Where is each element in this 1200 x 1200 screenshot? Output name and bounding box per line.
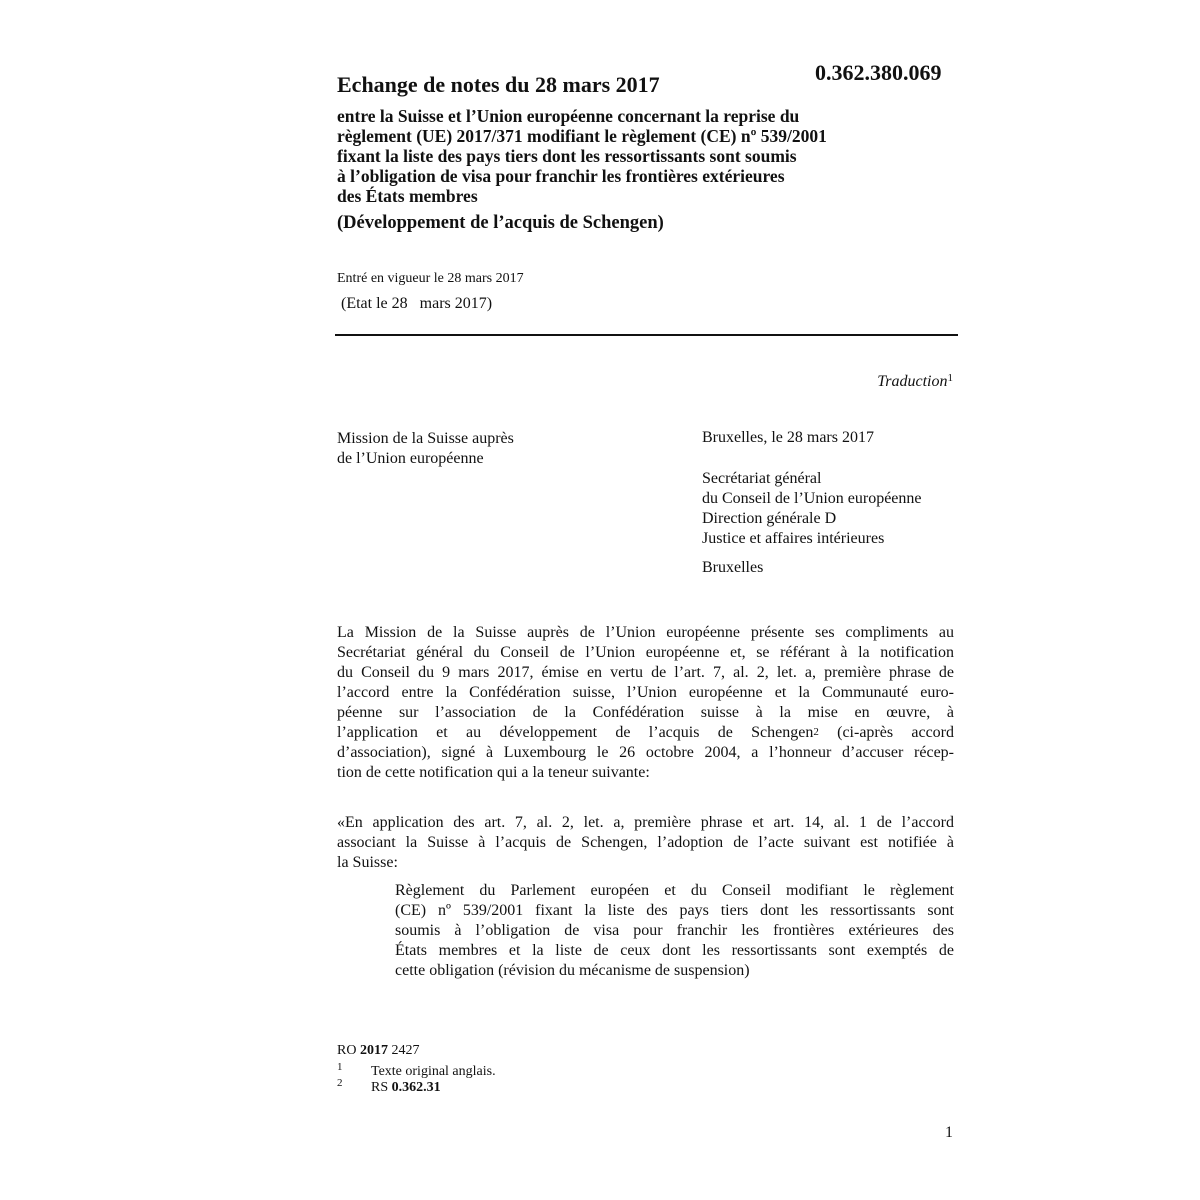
paragraph-line: [337, 723, 954, 743]
paragraph-line: «En application des art. 7, al. 2, let. a, première phrase et art. 14, al. 1 de l’accord: [337, 814, 954, 831]
paragraph-line: La Mission de la Suisse auprès de l’Union européenne présente ses compliments au: [337, 624, 954, 641]
entry-into-force: Entré en vigueur le 28 mars 2017: [337, 271, 524, 286]
footnote-2: [337, 1077, 637, 1098]
document-title: Echange de notes du 28 mars 2017: [337, 72, 660, 97]
sender-line: de l’Union européenne: [337, 450, 484, 467]
subtitle-line: fixant la liste des pays tiers dont les ressortissants sont soumis: [337, 146, 797, 166]
footnote-text: Texte original anglais.: [371, 1064, 496, 1079]
paragraph-line: tion de cette notification qui a la teneur suivante:: [337, 764, 650, 781]
footnote-text: [371, 1080, 441, 1096]
paragraph-line: péenne sur l’association de la Confédération suisse à la mise en œuvre, à: [337, 704, 954, 721]
paragraph-line: soumis à l’obligation de visa pour franchir les frontières extérieures des: [395, 922, 954, 939]
paragraph-line: du Conseil du 9 mars 2017, émise en vertu de l’art. 7, al. 2, let. a, première phrase de: [337, 664, 954, 681]
header-divider: [335, 334, 958, 336]
ro-reference: [337, 1043, 419, 1059]
subtitle-line: à l’obligation de visa pour franchir les frontières extérieures: [337, 166, 785, 186]
recipient-line: Secrétariat général: [702, 470, 822, 487]
paragraph-line: Secrétariat général du Conseil de l’Union européenne et, se référant à la notification: [337, 644, 954, 661]
place-date: Bruxelles, le 28 mars 2017: [702, 429, 874, 446]
sender-address: [337, 429, 514, 469]
paragraph-line: Règlement du Parlement européen et du Conseil modifiant le règlement: [395, 882, 954, 899]
footnote-prefix: RS: [371, 1080, 392, 1095]
ro-year: 2017: [359, 1043, 388, 1058]
body-paragraph-2: [337, 813, 954, 873]
paragraph-line: d’association), signé à Luxembourg le 26 octobre 2004, a l’honneur d’accuser récep-: [337, 744, 954, 761]
recipient-line: Direction générale D: [702, 510, 837, 527]
line-text: l’application et au développement de l’acquis de Schengen: [337, 724, 814, 741]
ro-prefix: RO: [337, 1043, 360, 1058]
schengen-note: (Développement de l’acquis de Schengen): [337, 213, 664, 233]
recipient-address: [702, 469, 922, 549]
page-number: 1: [945, 1124, 953, 1141]
footnote-sr-link[interactable]: 0.362.31: [391, 1080, 441, 1095]
subtitle-line: règlement (UE) 2017/371 modifiant le règlement (CE) nº 539/2001: [337, 126, 827, 146]
document-subtitle: [337, 106, 937, 206]
translation-note: [700, 373, 953, 391]
paragraph-line: cette obligation (révision du mécanisme de suspension): [395, 962, 750, 979]
footnote-ref-link[interactable]: 1: [947, 372, 953, 384]
paragraph-line: la Suisse:: [337, 854, 398, 871]
paragraph-line: associant la Suisse à l’acquis de Schengen, l’adoption de l’acte suivant est notifiée à: [337, 834, 954, 851]
recipient-line: Justice et affaires intérieures: [702, 530, 885, 547]
recipient-line: du Conseil de l’Union européenne: [702, 490, 922, 507]
footnote-number: 2: [337, 1077, 343, 1089]
regulation-quote: [395, 881, 954, 981]
subtitle-line: entre la Suisse et l’Union européenne concernant la reprise du: [337, 106, 800, 126]
sr-number: 0.362.380.069: [815, 60, 942, 85]
translation-label: Traduction: [877, 373, 948, 390]
state-date: (Etat le 28 mars 2017): [341, 295, 493, 312]
recipient-city: Bruxelles: [702, 559, 764, 576]
sender-line: Mission de la Suisse auprès: [337, 430, 514, 447]
paragraph-line: États membres et la liste de ceux dont les ressortissants sont exemptés de: [395, 942, 954, 959]
ro-page: 2427: [387, 1043, 420, 1058]
paragraph-line: (CE) nº 539/2001 fixant la liste des pays tiers dont les ressortissants sont: [395, 902, 954, 919]
line-text: (ci-après accord: [818, 724, 954, 741]
paragraph-line: l’accord entre la Confédération suisse, l’Union européenne et la Communauté euro-: [337, 684, 954, 701]
footnote-ref-link[interactable]: 2: [813, 726, 819, 738]
footnote-number: 1: [337, 1061, 343, 1073]
subtitle-line: des États membres: [337, 186, 478, 206]
body-paragraph-1: [337, 623, 954, 783]
